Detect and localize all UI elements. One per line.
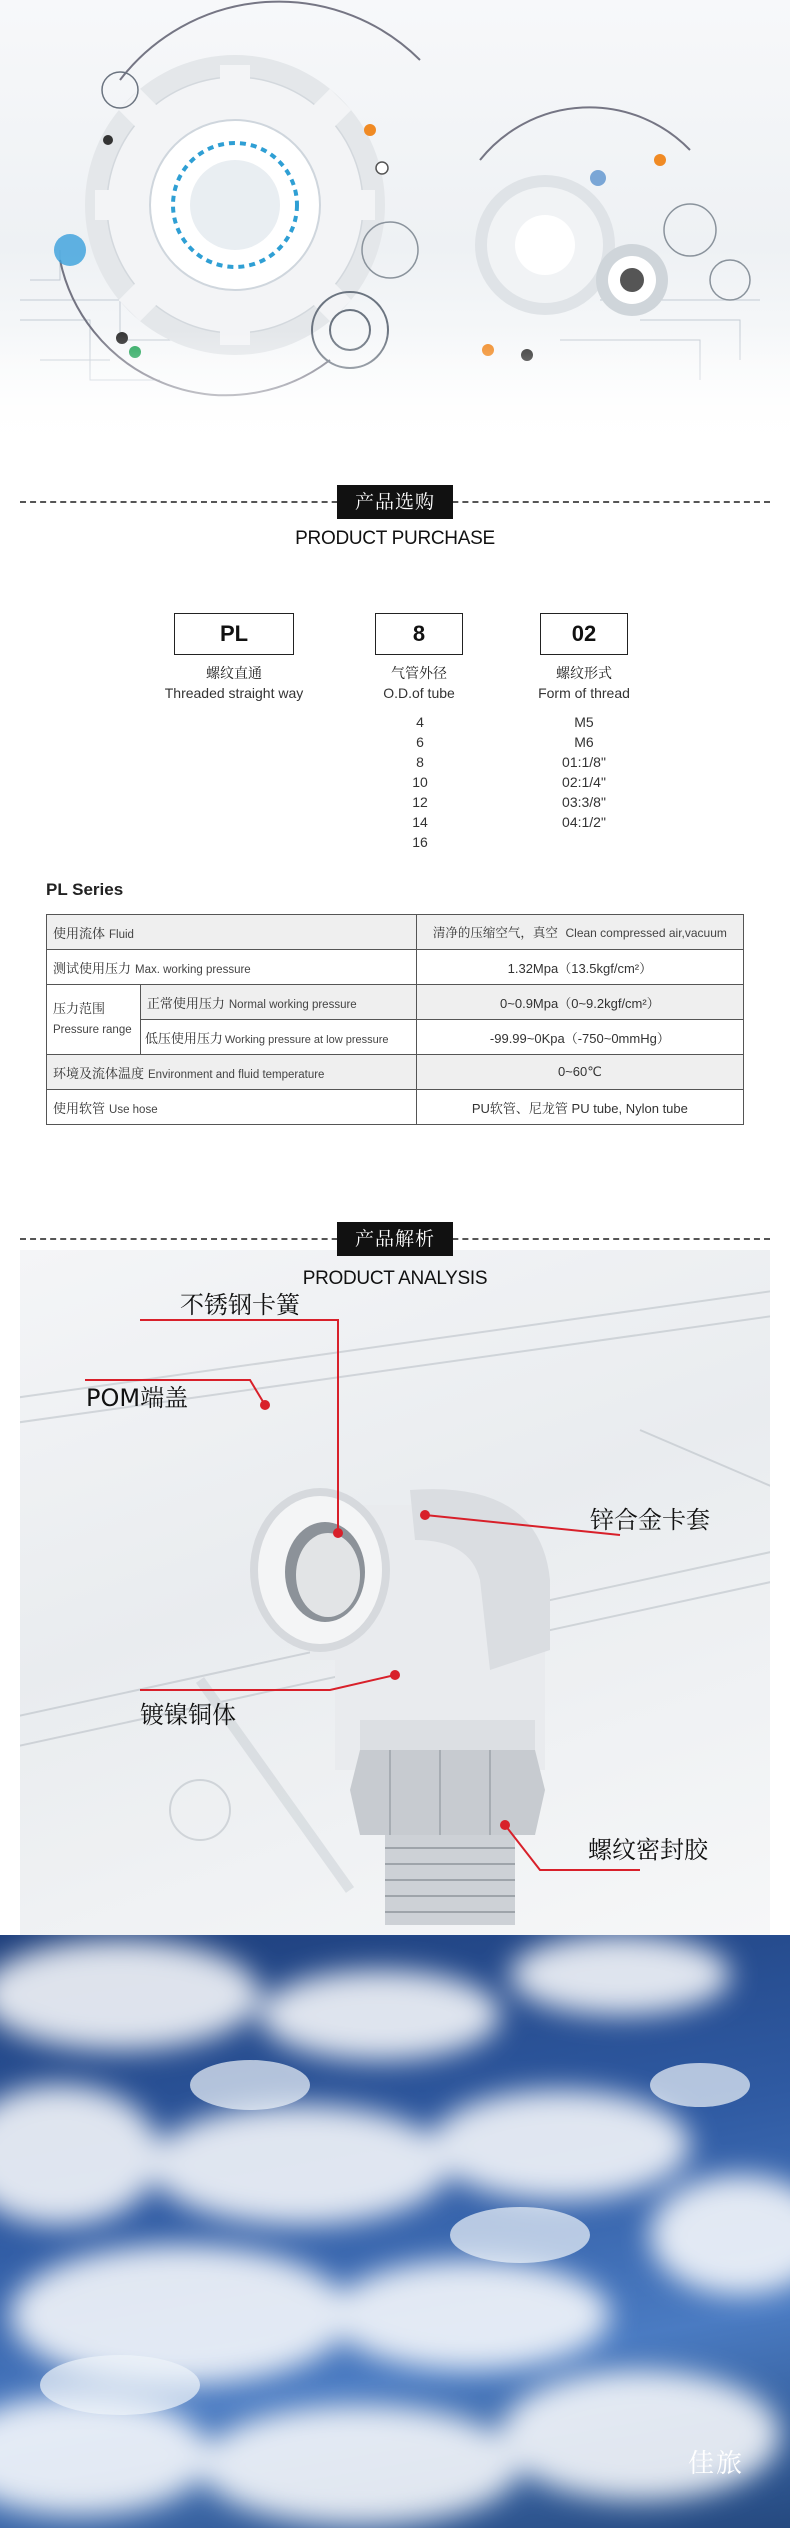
hero-banner bbox=[0, 0, 790, 450]
table-row bbox=[47, 915, 744, 950]
callout-body: 镀镍铜体 bbox=[140, 1701, 236, 1729]
list-item: 03:3/8" bbox=[562, 794, 606, 810]
spec-value: 0~60℃ bbox=[416, 1055, 743, 1090]
spec-label-cn: 低压使用压力 bbox=[144, 1031, 223, 1047]
spec-value: 0~0.9Mpa（0~9.2kgf/cm²） bbox=[416, 985, 743, 1020]
code-series-cn: 螺纹直通 bbox=[206, 666, 262, 682]
table-row bbox=[47, 1055, 744, 1090]
spec-label bbox=[140, 1020, 416, 1055]
callout-spring: 不锈钢卡簧 bbox=[180, 1291, 300, 1319]
spec-label-en: Pressure range bbox=[53, 1023, 132, 1036]
spec-value: 1.32Mpa（13.5kgf/cm²） bbox=[416, 950, 743, 985]
callout-sealant: 螺纹密封胶 bbox=[588, 1836, 708, 1864]
elbow-fitting-icon bbox=[250, 1488, 550, 1925]
spec-table bbox=[46, 914, 744, 1125]
spec-label-en: Working pressure at low pressure bbox=[224, 1033, 389, 1046]
table-row bbox=[47, 1020, 744, 1055]
list-item: 4 bbox=[416, 714, 424, 730]
list-item: 01:1/8" bbox=[562, 754, 606, 770]
analysis-section-header bbox=[20, 1222, 770, 1256]
table-row bbox=[47, 985, 744, 1020]
purchase-section-header bbox=[20, 485, 770, 519]
spec-label bbox=[47, 1090, 417, 1125]
code-tube-en: O.D.of tube bbox=[383, 685, 455, 701]
spec-label-en: Max. working pressure bbox=[135, 963, 251, 976]
list-item: 10 bbox=[412, 774, 428, 790]
list-item: 8 bbox=[416, 754, 424, 770]
spec-value-cn: 清净的压缩空气，真空 bbox=[432, 925, 558, 940]
list-item: 04:1/2" bbox=[562, 814, 606, 830]
tube-size-list bbox=[380, 712, 460, 852]
purchase-subtitle: PRODUCT PURCHASE bbox=[295, 528, 495, 549]
spec-label bbox=[47, 1055, 417, 1090]
table-row bbox=[47, 1090, 744, 1125]
spec-label-en: Fluid bbox=[109, 928, 134, 941]
list-item: M5 bbox=[574, 714, 594, 730]
spec-label bbox=[47, 950, 417, 985]
code-series-en: Threaded straight way bbox=[164, 685, 304, 701]
large-gear-icon bbox=[85, 55, 385, 355]
callout-cap: POM端盖 bbox=[86, 1384, 189, 1412]
code-box-series: PL bbox=[174, 613, 294, 655]
spec-label-cn: 压力范围 bbox=[53, 1001, 106, 1017]
spec-value bbox=[416, 915, 743, 950]
code-box-thread: 02 bbox=[540, 613, 628, 655]
list-item: 6 bbox=[416, 734, 424, 750]
spec-label-cn: 使用软管 bbox=[53, 1101, 106, 1117]
table-row bbox=[47, 950, 744, 985]
spec-label-cn: 正常使用压力 bbox=[146, 996, 225, 1012]
clouds-illustration bbox=[0, 1935, 790, 2528]
spec-label-en: Use hose bbox=[109, 1103, 158, 1116]
callout-sleeve: 锌合金卡套 bbox=[590, 1506, 710, 1534]
list-item: 12 bbox=[412, 794, 428, 810]
code-thread bbox=[529, 613, 639, 701]
spec-value: -99.99~0Kpa（-750~0mmHg） bbox=[416, 1020, 743, 1055]
medium-gear-icon bbox=[475, 175, 615, 315]
sky-banner bbox=[0, 1935, 790, 2528]
code-tube-cn: 气管外径 bbox=[391, 666, 447, 682]
spec-value-en: Clean compressed air,vacuum bbox=[565, 926, 727, 940]
code-tube bbox=[364, 613, 474, 701]
spec-label-en: Normal working pressure bbox=[228, 998, 357, 1011]
code-series bbox=[164, 613, 304, 701]
small-gear-icon bbox=[596, 244, 668, 316]
gears-illustration bbox=[0, 0, 790, 450]
analysis-badge: 产品解析 bbox=[337, 1222, 453, 1256]
spec-label bbox=[47, 915, 417, 950]
list-item: 16 bbox=[412, 834, 428, 850]
purchase-badge: 产品选购 bbox=[337, 485, 453, 519]
list-item: 14 bbox=[412, 814, 428, 830]
analysis-panel bbox=[20, 1250, 770, 1935]
code-thread-cn: 螺纹形式 bbox=[556, 666, 612, 682]
thread-form-list bbox=[544, 712, 624, 832]
brand-name: 佳旅 bbox=[687, 2449, 744, 2479]
list-item: M6 bbox=[574, 734, 594, 750]
spec-label bbox=[140, 985, 416, 1020]
spec-label-cn: 使用流体 bbox=[53, 926, 106, 942]
list-item: 02:1/4" bbox=[562, 774, 606, 790]
code-box-tube: 8 bbox=[375, 613, 463, 655]
analysis-subtitle: PRODUCT ANALYSIS bbox=[302, 1268, 488, 1289]
spec-label-pressure-range bbox=[47, 985, 141, 1055]
spec-label-cn: 环境及流体温度 bbox=[53, 1066, 145, 1082]
code-thread-en: Form of thread bbox=[538, 685, 630, 701]
spec-value: PU软管、尼龙管 PU tube, Nylon tube bbox=[416, 1090, 743, 1125]
spec-label-cn: 测试使用压力 bbox=[53, 961, 132, 977]
series-title: PL Series bbox=[46, 880, 124, 899]
spec-label-en: Environment and fluid temperature bbox=[148, 1068, 325, 1081]
